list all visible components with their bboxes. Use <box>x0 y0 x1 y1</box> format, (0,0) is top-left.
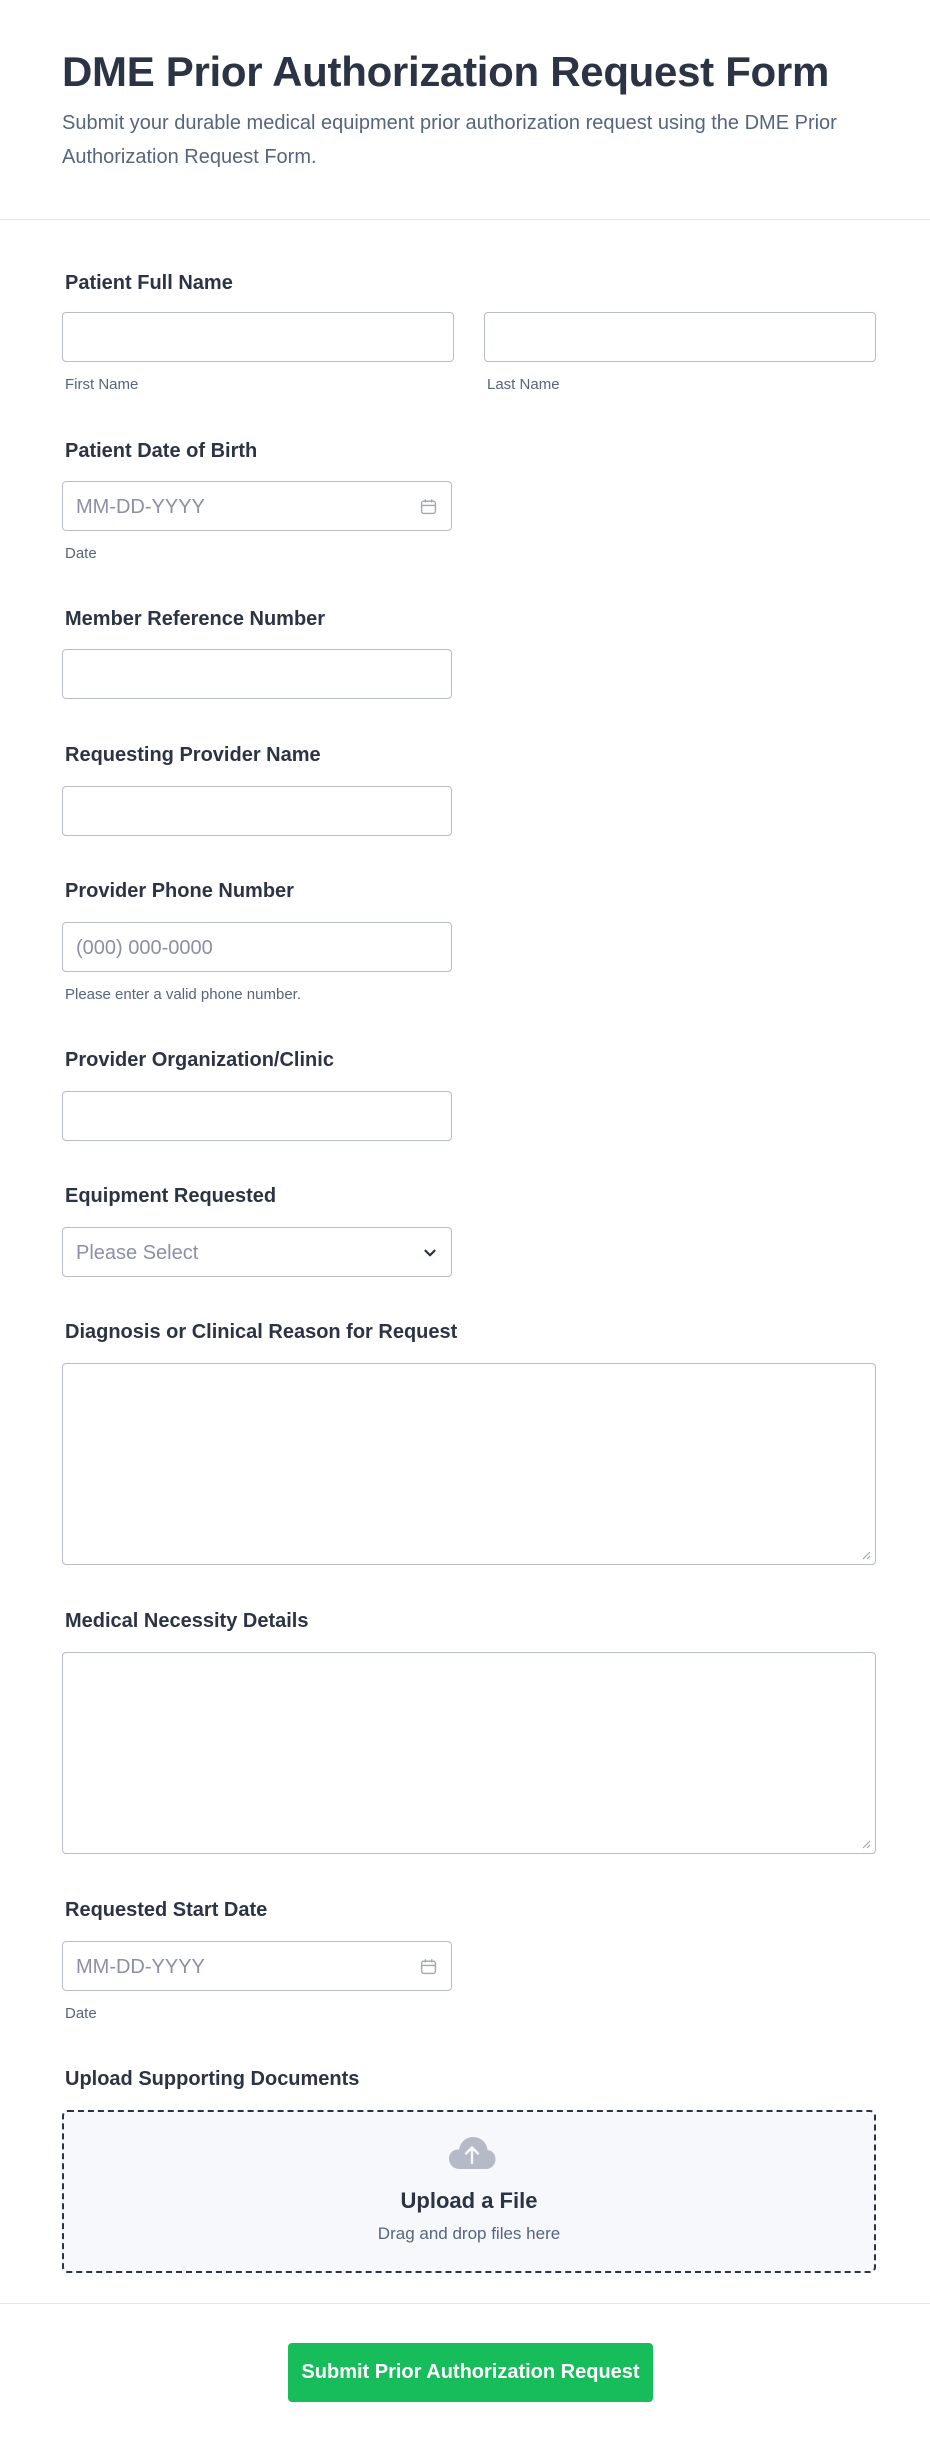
calendar-icon[interactable] <box>420 1958 437 1975</box>
footer-divider <box>0 2303 930 2304</box>
last-name-sublabel: Last Name <box>487 376 560 393</box>
upload-title: Upload a File <box>400 2188 538 2213</box>
first-name-input[interactable] <box>62 312 454 362</box>
resize-grip-icon[interactable] <box>861 1550 871 1560</box>
form-header <box>0 0 930 220</box>
start-date-label: Requested Start Date <box>65 1899 268 1921</box>
dob-sublabel: Date <box>65 545 97 562</box>
cloud-upload-icon <box>447 2135 497 2171</box>
provider-phone-label: Provider Phone Number <box>65 880 294 902</box>
provider-phone-input[interactable] <box>62 922 452 972</box>
form-subtitle: Submit your durable medical equipment prior authorization request using the DME Prior Authorization Request Form. <box>62 112 837 168</box>
last-name-input[interactable] <box>484 312 876 362</box>
start-date-placeholder: MM-DD-YYYY <box>76 1956 205 1978</box>
upload-label: Upload Supporting Documents <box>65 2068 360 2090</box>
first-name-sublabel: First Name <box>65 376 139 393</box>
member-ref-input[interactable] <box>62 649 452 699</box>
provider-org-input[interactable] <box>62 1091 452 1141</box>
provider-org-label: Provider Organization/Clinic <box>65 1049 334 1071</box>
calendar-icon[interactable] <box>420 498 437 515</box>
provider-name-label: Requesting Provider Name <box>65 744 321 766</box>
submit-button[interactable]: Submit Prior Authorization Request <box>288 2343 653 2402</box>
necessity-label: Medical Necessity Details <box>65 1610 309 1632</box>
phone-placeholder: (000) 000-0000 <box>76 937 213 959</box>
file-upload-dropzone[interactable] <box>62 2110 876 2273</box>
member-ref-label: Member Reference Number <box>65 608 326 630</box>
dob-input[interactable] <box>62 481 452 531</box>
start-date-input[interactable] <box>62 1941 452 1991</box>
phone-sublabel: Please enter a valid phone number. <box>65 986 301 1003</box>
form-title: DME Prior Authorization Request Form <box>62 48 830 95</box>
dob-placeholder: MM-DD-YYYY <box>76 496 205 518</box>
diagnosis-textarea[interactable] <box>62 1363 876 1565</box>
resize-grip-icon[interactable] <box>861 1839 871 1849</box>
provider-name-input[interactable] <box>62 786 452 836</box>
dob-label: Patient Date of Birth <box>65 440 258 462</box>
necessity-textarea[interactable] <box>62 1652 876 1854</box>
equipment-label: Equipment Requested <box>65 1185 277 1207</box>
diagnosis-label: Diagnosis or Clinical Reason for Request <box>65 1321 458 1343</box>
patient-name-label: Patient Full Name <box>65 272 233 294</box>
equipment-select[interactable] <box>62 1227 452 1277</box>
upload-subtitle: Drag and drop files here <box>377 2224 561 2243</box>
equipment-selected-value: Please Select <box>76 1242 199 1264</box>
start-date-sublabel: Date <box>65 2005 97 2022</box>
chevron-down-icon <box>421 1244 439 1262</box>
